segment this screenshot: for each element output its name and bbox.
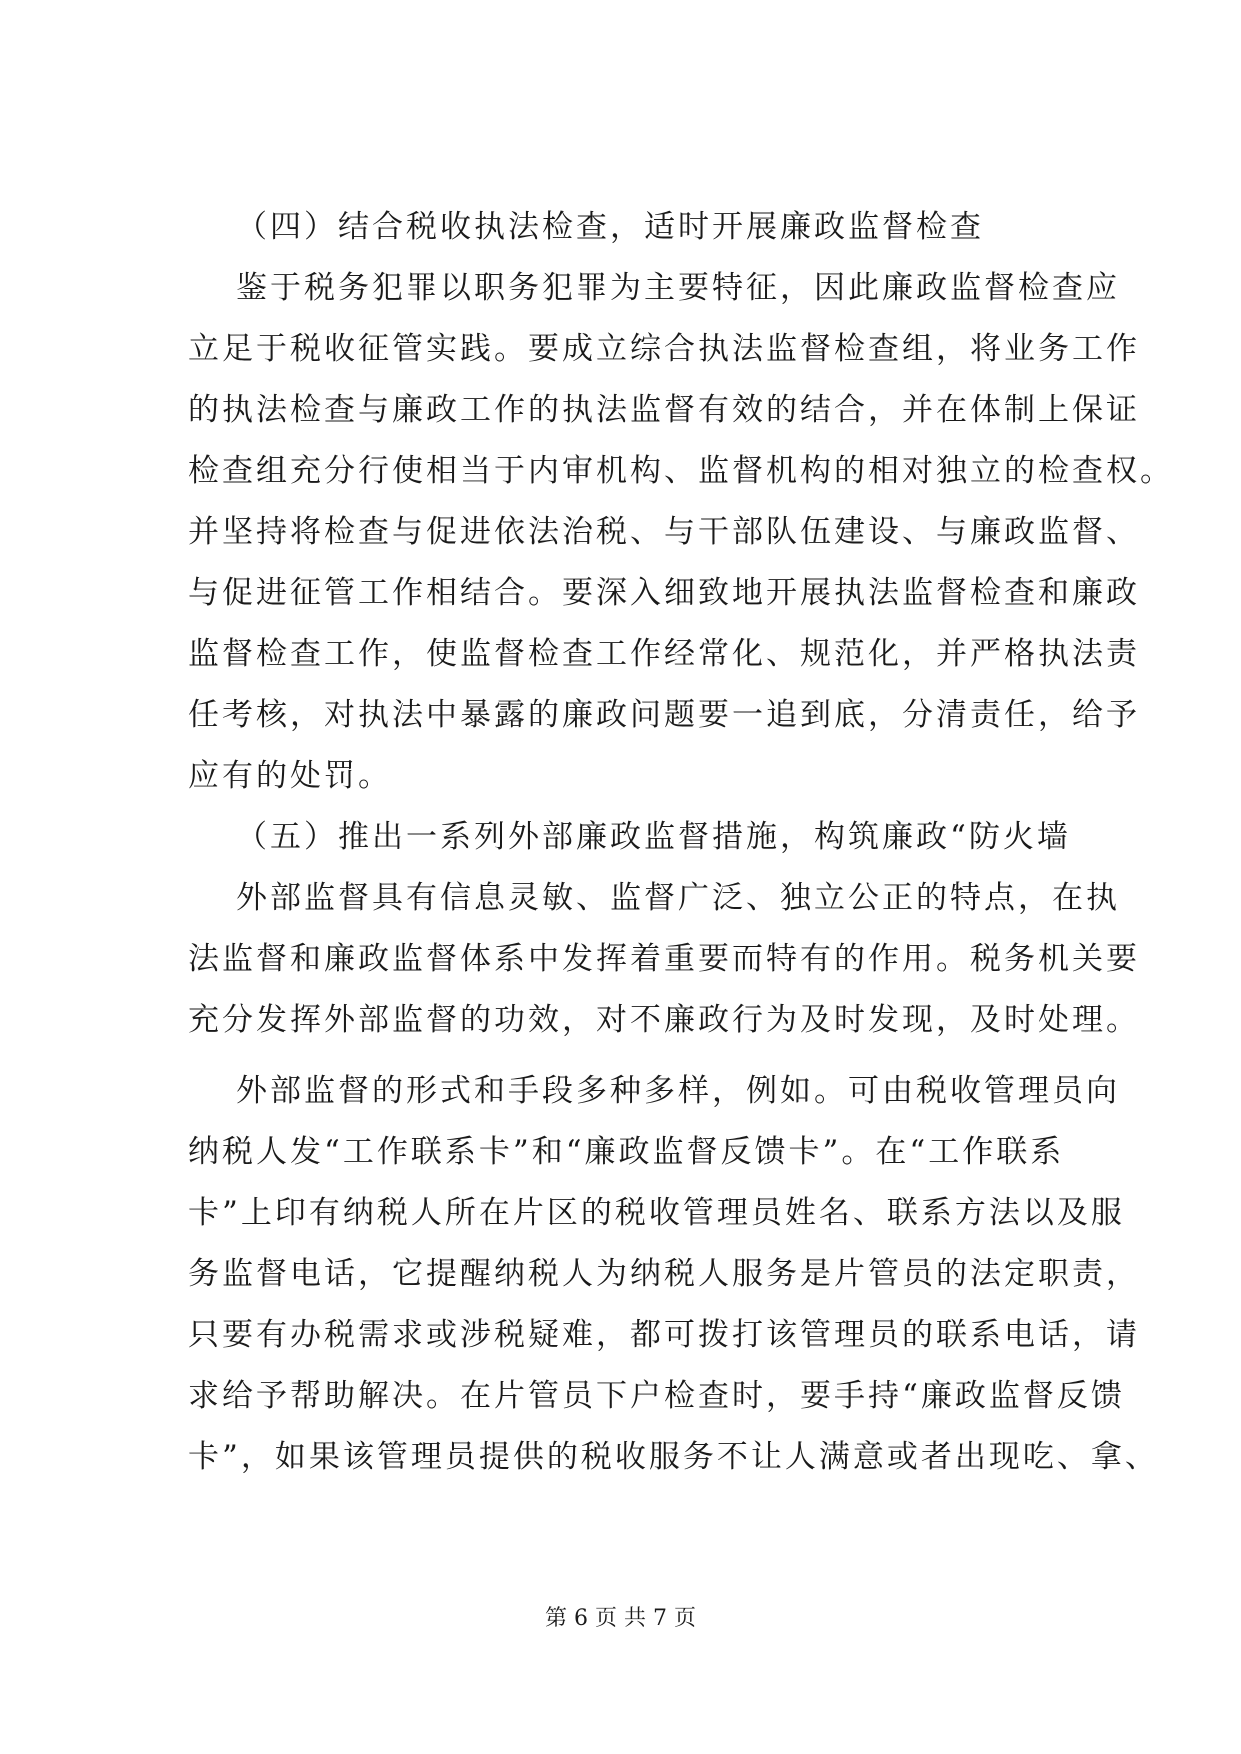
section-heading-5: （五）推出一系列外部廉政监督措施，构筑廉政“防火墙 <box>236 819 1071 855</box>
text-line: 外部监督具有信息灵敏、监督广泛、独立公正的特点，在执 <box>236 880 1120 916</box>
text-line: 卡”，如果该管理员提供的税收服务不让人满意或者出现吃、拿、 <box>188 1439 1159 1475</box>
text-line: 监督检查工作，使监督检查工作经常化、规范化，并严格执法责 <box>188 636 1140 672</box>
document-body <box>188 197 1174 1488</box>
text-line: 并坚持将检查与促进依法治税、与干部队伍建设、与廉政监督、 <box>188 514 1140 550</box>
text-line: 外部监督的形式和手段多种多样，例如。可由税收管理员向 <box>236 1073 1120 1109</box>
text-line: 法监督和廉政监督体系中发挥着重要而特有的作用。税务机关要 <box>188 941 1140 977</box>
section-heading-4: （四）结合税收执法检查，适时开展廉政监督检查 <box>236 209 984 245</box>
paragraph-1 <box>188 258 1174 807</box>
paragraph-spacer <box>188 1051 1088 1061</box>
text-line: 充分发挥外部监督的功效，对不廉政行为及时发现，及时处理。 <box>188 1002 1140 1038</box>
text-line: 鉴于税务犯罪以职务犯罪为主要特征，因此廉政监督检查应 <box>236 270 1120 306</box>
text-line: 应有的处罚。 <box>188 758 392 794</box>
text-line: 任考核，对执法中暴露的廉政问题要一追到底，分清责任，给予 <box>188 697 1140 733</box>
text-line: 立足于税收征管实践。要成立综合执法监督检查组，将业务工作 <box>188 331 1140 367</box>
page-number-footer: 第 6 页 共 7 页 <box>545 1606 696 1631</box>
paragraph-2 <box>188 868 1140 1051</box>
text-line: 求给予帮助解决。在片管员下户检查时，要手持“廉政监督反馈 <box>188 1378 1125 1414</box>
text-line: 务监督电话，它提醒纳税人为纳税人服务是片管员的法定职责， <box>188 1256 1140 1292</box>
text-line: 卡”上印有纳税人所在片区的税收管理员姓名、联系方法以及服 <box>188 1195 1125 1231</box>
text-line: 纳税人发“工作联系卡”和“廉政监督反馈卡”。在“工作联系 <box>188 1134 1065 1170</box>
text-line: 的执法检查与廉政工作的执法监督有效的结合，并在体制上保证 <box>188 392 1140 428</box>
text-line: 与促进征管工作相结合。要深入细致地开展执法监督检查和廉政 <box>188 575 1140 611</box>
text-line: 只要有办税需求或涉税疑难，都可拨打该管理员的联系电话，请 <box>188 1317 1140 1353</box>
text-line: 检查组充分行使相当于内审机构、监督机构的相对独立的检查权。 <box>188 453 1174 489</box>
paragraph-3 <box>188 1061 1159 1488</box>
